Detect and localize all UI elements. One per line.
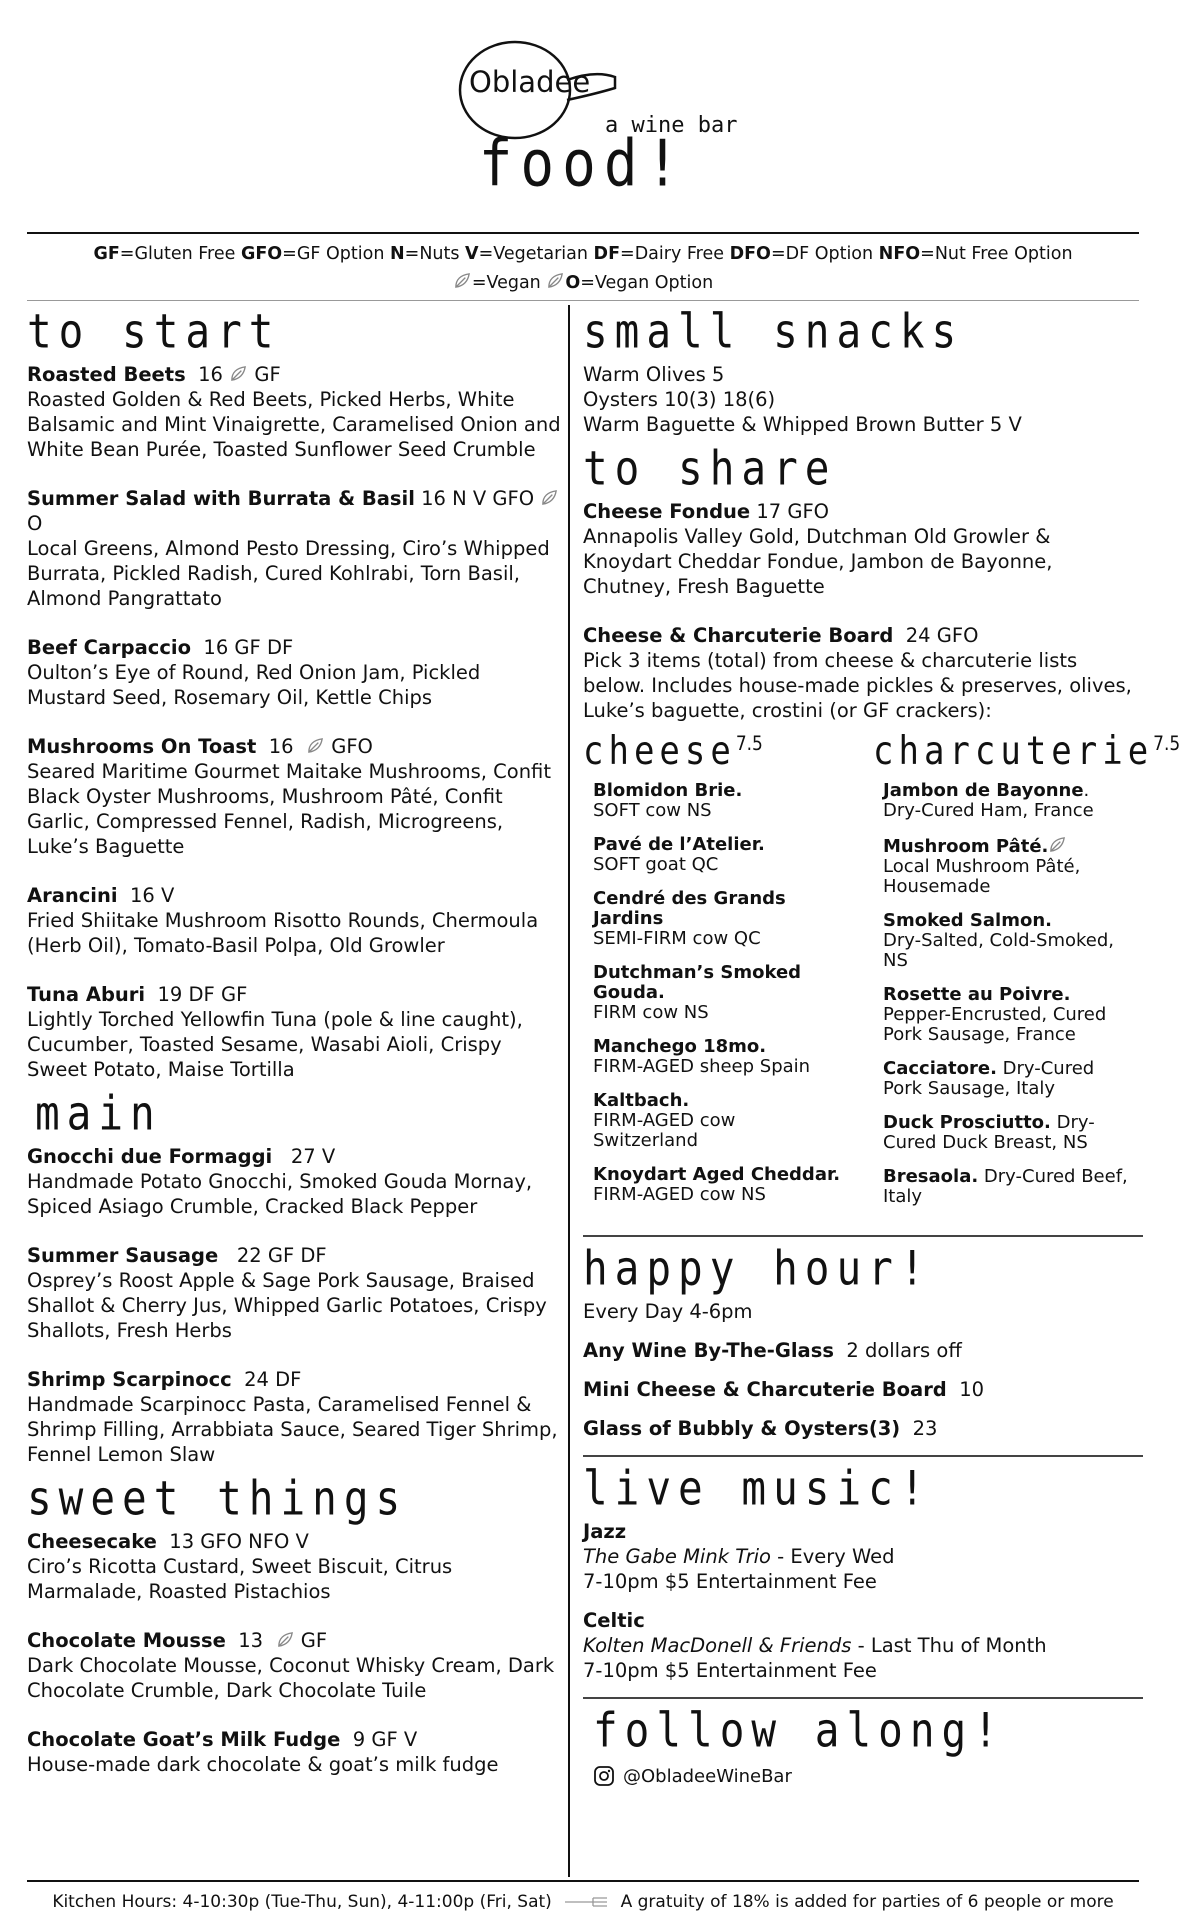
charcuterie-name: Bresaola. <box>883 1166 979 1188</box>
charcuterie-list <box>873 728 1180 1221</box>
cheese-name: Manchego 18mo. <box>593 1036 767 1058</box>
item-name: Arancini <box>27 884 118 907</box>
item-name: Shrimp Scarpinocc <box>27 1368 232 1391</box>
instagram-icon <box>593 1765 615 1787</box>
deal-price: 2 dollars off <box>846 1339 962 1363</box>
item-tags: 9 GF V <box>352 1728 418 1751</box>
vegan-leaf-icon <box>229 364 248 383</box>
legend-text: =Dairy Free <box>620 244 730 264</box>
menu-item <box>27 486 565 611</box>
instagram-handle: @ObladeeWineBar <box>623 1765 792 1787</box>
cheese-item <box>593 1091 843 1151</box>
left-column <box>27 303 565 1801</box>
section-title-small-snacks: small snacks <box>583 303 964 360</box>
cheese-desc: FIRM cow NS <box>593 1002 709 1024</box>
item-description: Local Greens, Almond Pesto Dressing, Ciro’s Whipped Burrata, Pickled Radish, Cured Kohlrabi, Torn Basil, Almond Pangrattato <box>27 537 550 610</box>
music-show <box>583 1519 1143 1594</box>
item-name: Chocolate Goat’s Milk Fudge <box>27 1728 341 1751</box>
happy-hour-time: Every Day 4-6pm <box>583 1300 753 1324</box>
section-divider <box>583 1697 1143 1699</box>
cheese-name: Cendré des Grands Jardins <box>593 888 786 930</box>
item-description: Pick 3 items (total) from cheese & charcuterie lists below. Includes house-made pickles & preserves, olives, Luke’s baguette, crostini (or GF crackers): <box>583 649 1132 722</box>
music-when: - Last Thu of Month <box>851 1634 1047 1658</box>
vegan-leaf-icon <box>453 271 472 290</box>
gratuity-note: A gratuity of 18% is added for parties of 6 people or more <box>620 1892 1114 1912</box>
music-act: The Gabe Mink Trio <box>583 1545 771 1569</box>
cheese-desc: SOFT cow NS <box>593 800 712 822</box>
charcuterie-item <box>883 985 1133 1045</box>
charcuterie-name: Rosette au Poivre. <box>883 984 1071 1006</box>
item-tags: 16 N V GFO <box>421 487 535 510</box>
legend-divider <box>27 300 1139 301</box>
snack-line: Warm Olives 5 <box>583 363 725 386</box>
menu-item <box>27 883 565 958</box>
item-tags: 16 GF DF <box>203 636 294 659</box>
music-when: - Every Wed <box>770 1545 895 1569</box>
deal-name: Glass of Bubbly & Oysters(3) <box>583 1417 901 1441</box>
menu-item <box>27 362 565 462</box>
happy-hour-deal <box>583 1338 1143 1363</box>
kitchen-hours: Kitchen Hours: 4-10:30p (Tue-Thu, Sun), 4-11:00p (Fri, Sat) <box>52 1892 552 1912</box>
item-tags: 19 DF GF <box>157 983 248 1006</box>
cheese-item <box>593 835 843 875</box>
wine-bottle-icon <box>455 22 738 142</box>
cheese-desc: FIRM-AGED cow Switzerland <box>593 1110 736 1152</box>
charcuterie-item <box>883 835 1133 897</box>
item-name: Cheesecake <box>27 1530 157 1553</box>
item-name: Mushrooms On Toast <box>27 735 257 758</box>
fork-icon <box>563 1895 609 1909</box>
legend-code: DF <box>593 244 621 264</box>
cheese-name: Pavé de l’Atelier. <box>593 834 765 856</box>
charcuterie-item <box>883 911 1133 971</box>
legend-code: GFO <box>240 244 283 264</box>
section-title-live-music: live music! <box>583 1461 932 1517</box>
item-tags: O <box>27 512 43 535</box>
item-description: Seared Maritime Gourmet Maitake Mushrooms, Confit Black Oyster Mushrooms, Mushroom Pâté, Confit Garlic, Compressed Fennel, Radish, Microgreens, Luke’s Baguette <box>27 760 551 858</box>
cheese-list <box>583 729 843 1221</box>
menu-item <box>583 499 1143 599</box>
menu-item <box>27 1367 565 1467</box>
dietary-legend <box>0 240 1166 298</box>
item-name: Summer Sausage <box>27 1244 219 1267</box>
logo-name: Obladee <box>469 65 591 99</box>
charcuterie-desc: Dry-Salted, Cold-Smoked, NS <box>883 930 1115 972</box>
charcuterie-desc: Local Mushroom Pâté, Housemade <box>883 856 1081 898</box>
vegan-leaf-icon <box>1048 835 1067 854</box>
menu-item <box>27 1243 565 1343</box>
deal-price: 23 <box>912 1417 938 1441</box>
vegan-leaf-icon <box>276 1630 295 1649</box>
item-tags: 27 V <box>290 1145 336 1168</box>
charcuterie-desc: Pepper-Encrusted, Cured Pork Sausage, France <box>883 1004 1107 1046</box>
item-name: Chocolate Mousse <box>27 1629 226 1652</box>
cheese-item <box>593 1165 843 1205</box>
column-divider <box>568 305 570 1877</box>
music-details: 7-10pm $5 Entertainment Fee <box>583 1659 877 1683</box>
cheese-item <box>593 1037 843 1077</box>
menu-item <box>27 1727 565 1777</box>
vegan-leaf-icon <box>546 271 565 290</box>
item-description: Dark Chocolate Mousse, Coconut Whisky Cream, Dark Chocolate Crumble, Dark Chocolate Tuile <box>27 1654 555 1702</box>
charcuterie-name: Smoked Salmon. <box>883 910 1052 932</box>
charcuterie-desc: Dry-Cured Beef, Italy <box>883 1166 1128 1208</box>
music-show <box>583 1608 1143 1683</box>
charcuterie-item <box>883 1059 1133 1099</box>
section-title-to-start: to start <box>27 303 281 360</box>
section-title-happy-hour: happy hour! <box>583 1241 932 1297</box>
item-tags: 22 GF DF <box>236 1244 327 1267</box>
cheese-desc: SOFT goat QC <box>593 854 719 876</box>
legend-code: GF <box>93 244 120 264</box>
cheese-item <box>593 781 843 821</box>
cheese-desc: SEMI-FIRM cow QC <box>593 928 761 950</box>
legend-code: N <box>390 244 405 264</box>
item-name: Roasted Beets <box>27 363 186 386</box>
item-name: Cheese & Charcuterie Board <box>583 624 894 647</box>
legend-code: O <box>565 273 581 293</box>
legend-line-2 <box>0 269 1166 298</box>
legend-code: NFO <box>878 244 921 264</box>
charcuterie-item <box>883 1167 1133 1207</box>
menu-item <box>27 1529 565 1604</box>
item-description: Fried Shiitake Mushroom Risotto Rounds, Chermoula (Herb Oil), Tomato-Basil Polpa, Old Growler <box>27 909 539 957</box>
item-tags: 13 <box>238 1629 264 1652</box>
happy-hour-deal <box>583 1377 1143 1402</box>
menu-item <box>27 635 565 710</box>
item-tags: 17 GFO <box>756 500 830 523</box>
charcuterie-desc: Dry-Cured Duck Breast, NS <box>883 1112 1095 1154</box>
charcuterie-price: 7.5 <box>1153 732 1180 756</box>
item-tags: 16 <box>268 735 294 758</box>
menu-item <box>27 734 565 859</box>
item-tags: GF <box>254 363 281 386</box>
item-description: Handmade Scarpinocc Pasta, Caramelised Fennel & Shrimp Filling, Arrabbiata Sauce, Seared Tiger Shrimp, Fennel Lemon Slaw <box>27 1393 558 1466</box>
instagram-link[interactable] <box>593 1765 1143 1787</box>
charcuterie-desc: Dry-Cured Pork Sausage, Italy <box>883 1058 1095 1100</box>
section-divider <box>583 1455 1143 1457</box>
cheese-title-text: cheese <box>583 728 736 775</box>
charcuterie-name: Jambon de Bayonne <box>883 780 1084 802</box>
happy-hour-list <box>583 1299 1143 1441</box>
menu-item <box>583 623 1143 723</box>
menu-item <box>27 1144 565 1219</box>
charcuterie-name: Cacciatore. <box>883 1058 997 1080</box>
item-description: House-made dark chocolate & goat’s milk fudge <box>27 1753 499 1776</box>
cheese-name: Knoydart Aged Cheddar. <box>593 1164 841 1186</box>
snack-list <box>583 362 1143 437</box>
item-tags: 16 <box>198 363 223 386</box>
footer <box>0 1892 1166 1912</box>
item-tags: 24 DF <box>244 1368 302 1391</box>
obladee-logo <box>455 22 738 142</box>
section-title-main: main <box>35 1085 162 1142</box>
item-description: Annapolis Valley Gold, Dutchman Old Growler & Knoydart Cheddar Fondue, Jambon de Bayonne, Chutney, Fresh Baguette <box>583 525 1053 598</box>
section-title-sweet-things: sweet things <box>27 1470 408 1527</box>
item-description: Oulton’s Eye of Round, Red Onion Jam, Pickled Mustard Seed, Rosemary Oil, Kettle Chips <box>27 661 481 709</box>
legend-text: =Vegetarian <box>478 244 594 264</box>
item-description: Osprey’s Roost Apple & Sage Pork Sausage, Braised Shallot & Cherry Jus, Whipped Garlic Potatoes, Crispy Shallots, Fresh Herbs <box>27 1269 547 1342</box>
live-music-list <box>583 1519 1143 1683</box>
top-divider <box>27 232 1139 234</box>
snack-line: Warm Baguette & Whipped Brown Butter 5 V <box>583 413 1022 436</box>
food-title-text: food! <box>478 126 688 202</box>
charcuterie-item <box>883 781 1133 821</box>
charcuterie-name: Mushroom Pâté. <box>883 836 1049 858</box>
legend-line-1 <box>0 240 1166 269</box>
cheese-charcuterie-lists <box>583 728 1180 1221</box>
item-name: Tuna Aburi <box>27 983 146 1006</box>
music-genre: Jazz <box>583 1520 627 1544</box>
charcuterie-title <box>873 722 1180 775</box>
charcuterie-name: Duck Prosciutto. <box>883 1112 1051 1134</box>
deal-name: Any Wine By-The-Glass <box>583 1339 834 1363</box>
section-title-follow-along: follow along! <box>593 1703 1005 1759</box>
cheese-desc: FIRM-AGED sheep Spain <box>593 1056 811 1078</box>
cheese-desc: FIRM-AGED cow NS <box>593 1184 766 1206</box>
deal-name: Mini Cheese & Charcuterie Board <box>583 1378 947 1402</box>
legend-text: =DF Option <box>770 244 879 264</box>
deal-price: 10 <box>959 1378 985 1402</box>
legend-text: =Vegan Option <box>580 273 714 293</box>
item-description: Lightly Torched Yellowfin Tuna (pole & line caught), Cucumber, Toasted Sesame, Wasabi Aioli, Crispy Sweet Potato, Maise Tortilla <box>27 1008 523 1081</box>
music-details: 7-10pm $5 Entertainment Fee <box>583 1570 877 1594</box>
section-divider <box>583 1235 1143 1237</box>
item-tags: 16 V <box>129 884 175 907</box>
legend-text: =Gluten Free <box>119 244 241 264</box>
legend-text: =Nut Free Option <box>920 244 1073 264</box>
happy-hour-deal <box>583 1416 1143 1441</box>
section-title-to-share: to share <box>583 440 837 497</box>
item-name: Beef Carpaccio <box>27 636 191 659</box>
cheese-name: Blomidon Brie. <box>593 780 743 802</box>
vegan-leaf-icon <box>306 736 325 755</box>
item-name: Summer Salad with Burrata & Basil <box>27 487 415 510</box>
charcuterie-item <box>883 1113 1133 1153</box>
item-description: Roasted Golden & Red Beets, Picked Herbs, White Balsamic and Mint Vinaigrette, Caramelised Onion and White Bean Purée, Toasted Sunflower Seed Crumble <box>27 388 561 461</box>
menu-item <box>27 1628 565 1703</box>
item-name: Gnocchi due Formaggi <box>27 1145 273 1168</box>
cheese-item <box>593 889 843 949</box>
music-genre: Celtic <box>583 1609 645 1633</box>
menu-item <box>27 982 565 1082</box>
charcuterie-desc: . Dry-Cured Ham, France <box>883 780 1094 822</box>
legend-text: =Nuts <box>404 244 466 264</box>
cheese-price: 7.5 <box>735 732 763 756</box>
snack-line: Oysters 10(3) 18(6) <box>583 388 776 411</box>
item-name: Cheese Fondue <box>583 500 751 523</box>
item-tags: 24 GFO <box>905 624 979 647</box>
cheese-title <box>583 722 843 773</box>
item-tags: 13 GFO NFO V <box>169 1530 309 1553</box>
legend-code: DFO <box>729 244 771 264</box>
legend-text: =GF Option <box>282 244 390 264</box>
charcuterie-title-text: charcuterie <box>873 728 1154 775</box>
cheese-name: Kaltbach. <box>593 1090 690 1112</box>
item-tags: GF <box>300 1629 328 1652</box>
item-description: Handmade Potato Gnocchi, Smoked Gouda Mornay, Spiced Asiago Crumble, Cracked Black Pepper <box>27 1170 533 1218</box>
right-column <box>583 303 1180 1787</box>
cheese-name: Dutchman’s Smoked Gouda. <box>593 962 802 1004</box>
bottom-divider <box>27 1880 1139 1882</box>
music-act: Kolten MacDonell & Friends <box>583 1634 852 1658</box>
vegan-leaf-icon <box>540 488 559 507</box>
legend-text: =Vegan <box>471 273 547 293</box>
page-title <box>0 126 1166 225</box>
item-description: Ciro’s Ricotta Custard, Sweet Biscuit, Citrus Marmalade, Roasted Pistachios <box>27 1555 453 1603</box>
cheese-item <box>593 963 843 1023</box>
logo-tagline: a wine bar <box>605 113 738 138</box>
item-tags: GFO <box>331 735 373 758</box>
legend-code: V <box>465 244 479 264</box>
